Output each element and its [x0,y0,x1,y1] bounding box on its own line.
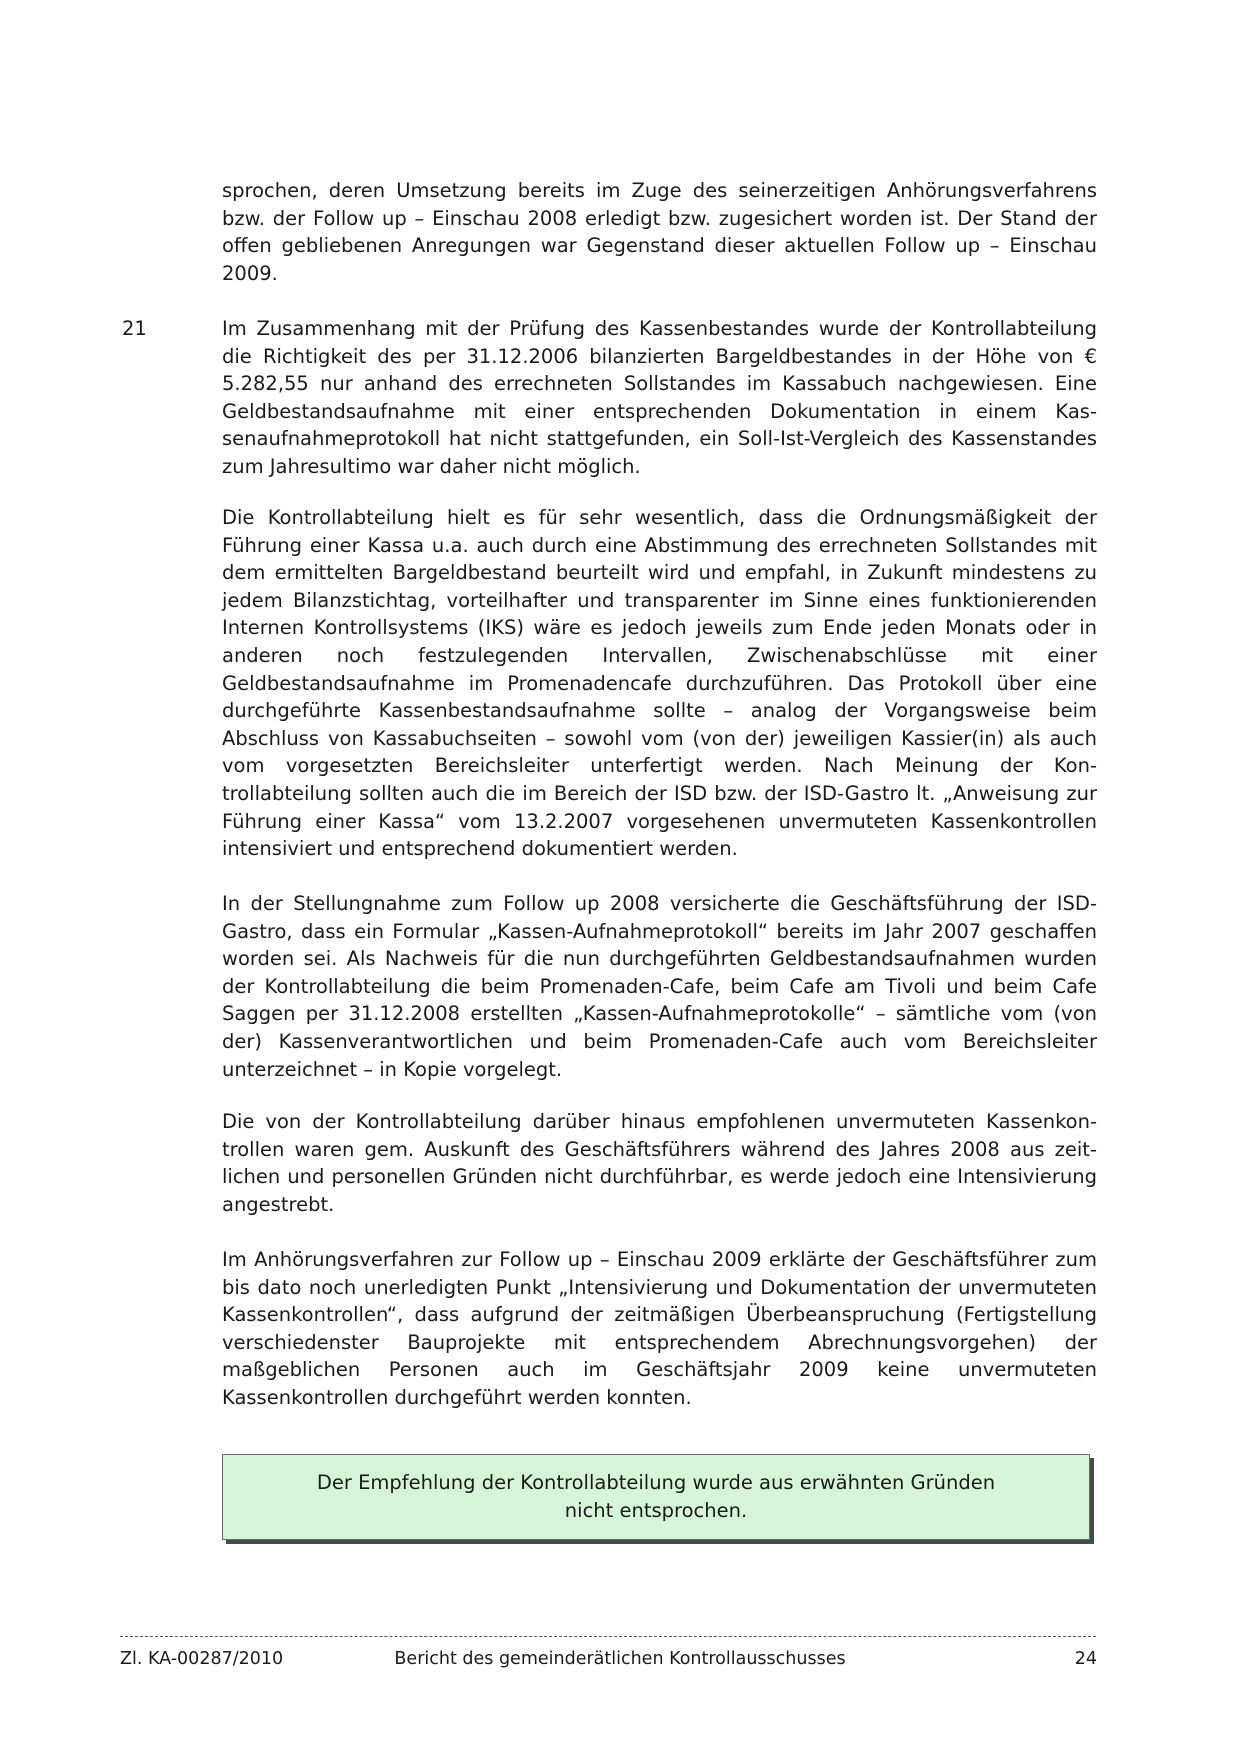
paragraph-recommendation: Die Kontrollabteilung hielt es für sehr wesentlich, dass die Ordnungsmäßigkeit der Führung einer Kassa u.a. auch durch eine Abstimmung des errechneten Sollstandes mit dem ermittelten Bargeldbestand beurteilt wird und empfahl, in Zukunft mindestens zu jedem Bilanzstichtag, vorteilhafter und transparenter im Sinne eines funktionierenden Internen Kontrollsystems (IKS) wäre es jedoch jeweils zum Ende jeden Monats oder in anderen noch festzulegenden Intervallen, Zwischenabschlüsse mit einer Geldbestandsaufnahme im Promenadencafe durchzuführen. Das Protokoll über eine durchgeführte Kassenbestandsaufnahme sollte – analog der Vorgangsweise beim Abschluss von Kassabuchseiten – sowohl vom (von der) jeweiligen Kassier(in) als auch vom vorgesetzten Bereichsleiter unterfertigt werden. Nach Meinung der Kontrollabteilung sollten auch die im Bereich der ISD bzw. der ISD-Gastro lt. „Anweisung zur Führung einer Kassa“ vom 13.2.2007 vorgesehenen unvermuteten Kassenkontrollen intensiviert und entsprechend dokumentiert werden. [222,506,1097,861]
paragraph-number: 21 [122,317,147,340]
footer-title: Bericht des gemeinderätlichen Kontrollausschusses [394,1649,846,1669]
footer-divider [120,1636,1096,1637]
page-number: 24 [1074,1649,1097,1669]
paragraph-unannounced-checks: Die von der Kontrollabteilung darüber hinaus empfohlenen unvermuteten Kassenkontrollen waren gem. Auskunft des Geschäftsführers während des Jahres 2008 aus zeitlichen und personellen Gründen nicht durchführbar, es werde jedoch eine Intensivierung angestrebt. [222,1110,1097,1216]
footer-reference: Zl. KA-00287/2010 [120,1649,284,1669]
result-text [296,1469,1016,1525]
paragraph-statement-2008: In der Stellungnahme zum Follow up 2008 versicherte die Geschäftsführung der ISD-Gastro, dass ein Formular „Kassen-Aufnahmeprotokoll“ bereits im Jahr 2007 geschaffen worden sei. Als Nachweis für die nun durchgeführten Geldbestandsaufnahmen wurden der Kontrollabteilung die beim Promenaden-Cafe, beim Cafe am Tivoli und beim Cafe Saggen per 31.12.2008 erstellten „Kassen-Aufnahmeprotokolle“ – sämtliche vom (von der) Kassenverantwortlichen und beim Promenaden-Cafe auch vom Bereichsleiter unterzeichnet – in Kopie vorgelegt. [222,892,1097,1081]
paragraph-hearing-2009: Im Anhörungsverfahren zur Follow up – Einschau 2009 erklärte der Geschäftsführer zum bis dato noch unerledigten Punkt „Intensivierung und Dokumentation der unvermuteten Kassenkontrollen“, dass aufgrund der zeitmäßigen Überbeanspruchung (Fertigstellung verschiedenster Bauprojekte mit entsprechendem Abrechnungsvorgehen) der maßgeblichen Personen auch im Geschäftsjahr 2009 keine unvermuteten Kassenkontrollen durchgeführt werden konnten. [222,1248,1097,1409]
result-line-2: nicht entsprochen. [564,1499,748,1522]
paragraph-21: Im Zusammenhang mit der Prüfung des Kassenbestandes wurde der Kontrollabteilung die Richtigkeit des per 31.12.2006 bilanzierten Bargeldbestandes in der Höhe von € 5.282,55 nur anhand des errechneten Sollstandes im Kassabuch nachgewiesen. Eine Geldbestandsaufnahme mit einer entsprechenden Dokumentation in einem Kassenaufnahmeprotokoll hat nicht stattgefunden, ein Soll-Ist-Vergleich des Kassenstandes zum Jahresultimo war daher nicht möglich. [222,317,1097,478]
paragraph-continuation: sprochen, deren Umsetzung bereits im Zuge des seinerzeitigen Anhörungsverfahrens bzw. der Follow up – Einschau 2008 erledigt bzw. zugesichert worden ist. Der Stand der offen gebliebenen Anregungen war Gegenstand dieser aktuellen Follow up – Einschau 2009. [222,179,1097,285]
result-box [222,1454,1090,1540]
result-line-1: Der Empfehlung der Kontrollabteilung wurde aus erwähnten Gründen [316,1471,996,1494]
